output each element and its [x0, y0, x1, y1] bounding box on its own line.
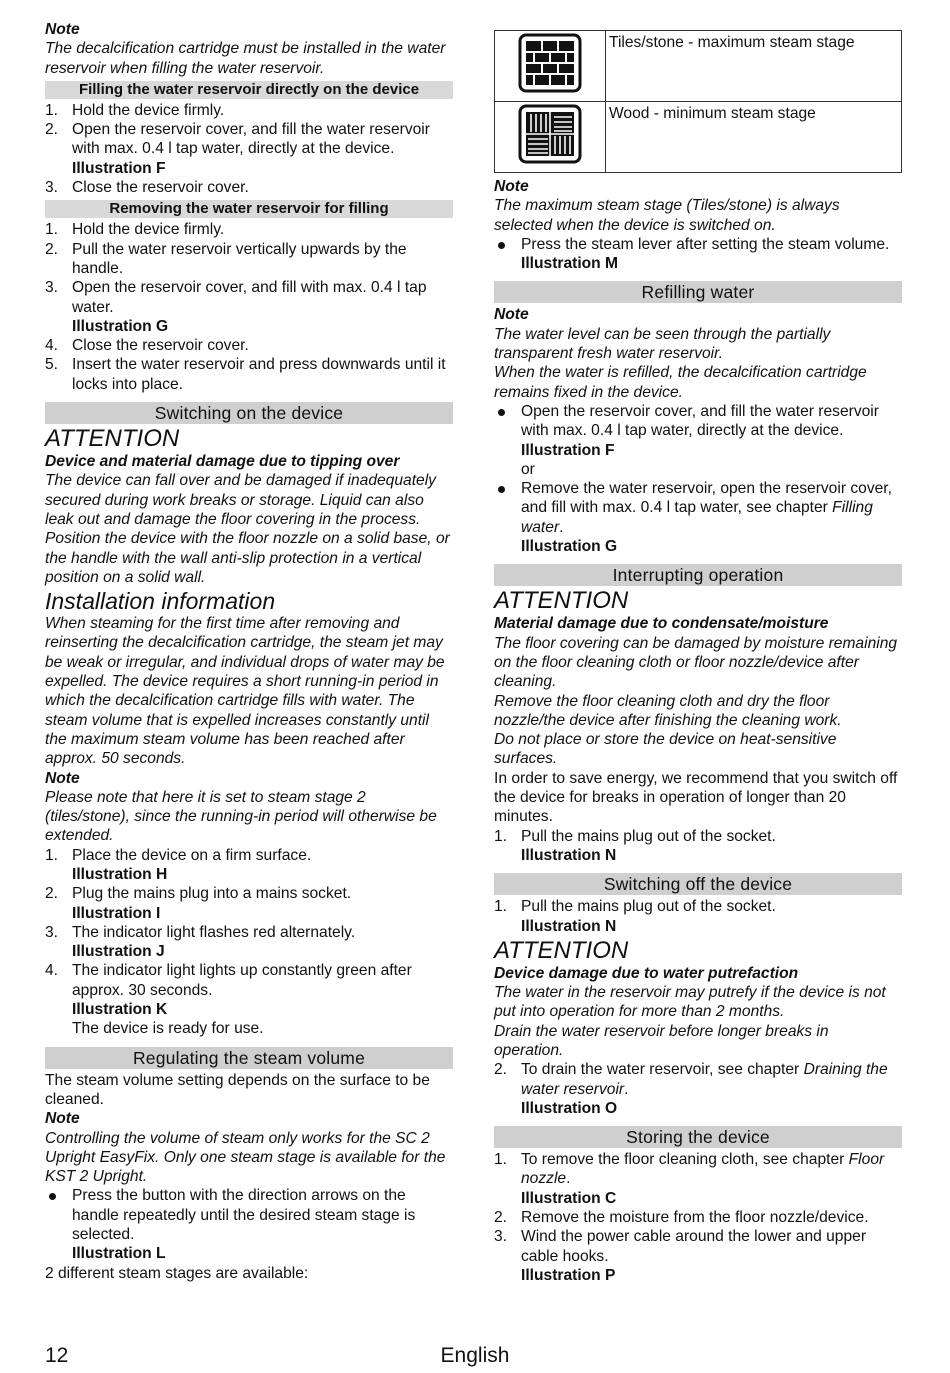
step-number: 3.	[45, 923, 59, 941]
step-text: Plug the mains plug into a mains socket.	[72, 885, 352, 903]
note-text: Controlling the volume of steam only works for the SC 2 Upright EasyFix. Only one steam stage is available for the KST 2 Upright.	[45, 1129, 446, 1186]
step-number: 2.	[45, 121, 59, 139]
step-number: 4.	[45, 337, 59, 355]
step-number: 4.	[45, 962, 59, 980]
list-item	[45, 336, 453, 355]
step-text: Close the reservoir cover.	[72, 179, 249, 197]
punctuation: .	[624, 1080, 629, 1098]
list-item	[45, 923, 453, 962]
step-number: 3.	[494, 1228, 508, 1246]
table-row	[495, 102, 902, 173]
note-text: The decalcification cartridge must be installed in the water reservoir when filling the water reservoir.	[45, 40, 446, 77]
attention-title: Device damage due to water putrefaction	[494, 964, 799, 982]
list-item	[494, 897, 902, 936]
step-text: Place the device on a firm surface.	[72, 846, 312, 864]
step-text: Hold the device firmly.	[72, 101, 225, 119]
bullet-item	[494, 479, 902, 556]
attention-heading: ATTENTION	[494, 587, 629, 615]
attention-text: Drain the water reservoir before longer breaks in operation.	[494, 1022, 829, 1059]
step-text: The indicator light flashes red alternately.	[72, 923, 356, 941]
attention-title: Material damage due to condensate/moisture	[494, 615, 829, 633]
illustration-ref: Illustration F	[72, 159, 166, 177]
bullet-text: Press the button with the direction arrows on the handle repeatedly until the desired steam stage is selected.	[72, 1187, 416, 1244]
step-number: 2.	[494, 1209, 508, 1227]
chapter-reference[interactable]: Floor nozzle	[521, 1151, 885, 1188]
step-text: Insert the water reservoir and press downwards until it locks into place.	[72, 356, 446, 393]
fill-direct-steps	[45, 101, 453, 197]
chapter-reference[interactable]: Filling water	[521, 499, 873, 536]
step-text: Hold the device firmly.	[72, 221, 225, 239]
note-text: The maximum steam stage (Tiles/stone) is always selected when the device is switched on.	[494, 197, 840, 234]
illustration-ref: Illustration H	[72, 865, 168, 883]
attention-text: The water in the reservoir may putrefy if the device is not put into operation for more than 2 months.	[494, 984, 886, 1021]
illustration-ref: Illustration G	[521, 538, 618, 556]
table-cell-icon	[495, 31, 606, 102]
ready-text: The device is ready for use.	[72, 1020, 264, 1038]
list-item	[494, 1208, 902, 1227]
remove-steps	[45, 220, 453, 394]
step-text-main: To remove the floor cleaning cloth, see chapter	[521, 1151, 849, 1169]
list-item	[45, 846, 453, 885]
step-number: 1.	[45, 101, 59, 119]
attention-text: The device can fall over and be damaged if inadequately secured during work breaks or storage. Liquid can also leak out and damage the floor covering in the process.	[45, 472, 436, 528]
illustration-ref: Illustration G	[72, 317, 169, 335]
list-item	[494, 1150, 902, 1208]
step-text: Pull the water reservoir vertically upwards by the handle.	[72, 240, 407, 277]
regulate-text: The steam volume setting depends on the surface to be cleaned.	[45, 1071, 430, 1108]
illustration-ref: Illustration J	[72, 943, 165, 961]
step-number: 3.	[45, 279, 59, 297]
step-text: Open the reservoir cover, and fill the water reservoir with max. 0.4 l tap water, directly at the device.	[72, 121, 430, 158]
illustration-ref: Illustration M	[521, 255, 619, 273]
illustration-ref: Illustration O	[521, 1099, 618, 1117]
step-text	[521, 1060, 902, 1099]
installation-heading: Installation information	[45, 588, 276, 615]
list-item	[45, 101, 453, 120]
section-heading-switch-off: Switching off the device	[494, 873, 902, 895]
table-cell-label: Tiles/stone - maximum steam stage	[606, 31, 902, 102]
footer-language: English	[440, 1344, 510, 1367]
installation-text: When steaming for the first time after removing and reinserting the decalcification cartridge, the steam jet may be weak or irregular, and individual drops of water may be expelled. The device requires a short running-in period in which the decalcification cartridge fills with water. The steam volume that is expelled increases constantly until the maximum steam volume has been reached after approx. 50 seconds.	[45, 615, 445, 768]
list-item	[45, 884, 453, 923]
energy-text: In order to save energy, we recommend that you switch off the device for breaks in operation of longer than 20 minutes.	[494, 769, 898, 826]
list-item	[45, 220, 453, 239]
step-text: Wind the power cable around the lower and upper cable hooks.	[521, 1228, 867, 1265]
illustration-ref: Illustration P	[521, 1266, 616, 1284]
list-item	[45, 178, 453, 197]
bullet-text: Open the reservoir cover, and fill the water reservoir with max. 0.4 l tap water, directly at the device.	[521, 402, 879, 440]
note-text: When the water is refilled, the decalcification cartridge remains fixed in the device.	[494, 364, 867, 401]
step-number: 3.	[45, 179, 59, 197]
illustration-ref: Illustration L	[72, 1245, 166, 1263]
step-text: Remove the moisture from the floor nozzle/device.	[521, 1209, 869, 1227]
step-number: 1.	[45, 221, 59, 239]
list-item	[494, 827, 902, 866]
note-label: Note	[45, 21, 80, 38]
section-heading-interrupt: Interrupting operation	[494, 564, 902, 586]
illustration-ref: Illustration I	[72, 904, 161, 922]
illustration-ref: Illustration F	[521, 441, 615, 459]
step-number: 2.	[45, 885, 59, 903]
section-heading-switch-on: Switching on the device	[45, 402, 453, 424]
step-number: 1.	[494, 1151, 508, 1169]
note-text: Please note that here it is set to steam stage 2 (tiles/stone), since the running-in period will otherwise be extended.	[45, 788, 437, 845]
bullet-item	[45, 1186, 453, 1263]
table-cell-icon	[495, 102, 606, 173]
bullet-text	[521, 479, 902, 537]
bullet-text-main: Remove the water reservoir, open the reservoir cover, and fill with max. 0.4 l tap water, see chapter	[521, 480, 892, 517]
step-text: Close the reservoir cover.	[72, 337, 249, 355]
list-item	[45, 961, 453, 1019]
chapter-reference[interactable]: Draining the water reservoir	[521, 1061, 888, 1098]
step-text: Pull the mains plug out of the socket.	[521, 898, 776, 916]
list-item	[494, 1060, 902, 1118]
subheading-fill-direct: Filling the water reservoir directly on the device	[45, 81, 453, 99]
attention-text: Position the device with the floor nozzle on a solid base, or the handle with the wall anti-slip protection in a vertical position on a solid wall.	[45, 530, 450, 586]
attention-title: Device and material damage due to tipping over	[45, 453, 400, 471]
attention-heading: ATTENTION	[494, 936, 629, 964]
left-column	[45, 20, 453, 1283]
attention-text: Remove the floor cleaning cloth and dry the floor nozzle/the device after finishing the cleaning work.	[494, 692, 842, 729]
bullet-item	[494, 235, 902, 274]
step-text: Open the reservoir cover, and fill with max. 0.4 l tap water.	[72, 279, 427, 316]
right-column	[494, 20, 902, 1285]
page-number: 12	[45, 1344, 69, 1367]
bullet-text: Press the steam lever after setting the steam volume.	[521, 235, 890, 253]
note-label: Note	[494, 178, 529, 195]
step-number: 1.	[494, 827, 508, 845]
list-item	[45, 278, 453, 336]
section-heading-store: Storing the device	[494, 1126, 902, 1148]
illustration-ref: Illustration N	[521, 917, 617, 935]
step-text: The indicator light lights up constantly green after approx. 30 seconds.	[72, 962, 412, 999]
punctuation: .	[559, 518, 564, 536]
table-row	[495, 31, 902, 102]
step-text-main: To drain the water reservoir, see chapter	[521, 1061, 804, 1079]
switch-on-steps	[45, 846, 453, 1020]
step-number: 2.	[494, 1061, 508, 1079]
list-item	[45, 120, 453, 178]
illustration-ref: Illustration K	[72, 1001, 168, 1019]
section-heading-refill: Refilling water	[494, 281, 902, 303]
step-number: 1.	[45, 846, 59, 864]
step-text: Pull the mains plug out of the socket.	[521, 827, 776, 845]
note-label: Note	[494, 306, 529, 324]
note-text: The water level can be seen through the partially transparent fresh water reservoir.	[494, 325, 831, 363]
subheading-remove-reservoir: Removing the water reservoir for filling	[45, 200, 453, 218]
step-number: 2.	[45, 240, 59, 258]
attention-heading: ATTENTION	[45, 425, 180, 453]
step-number: 5.	[45, 356, 59, 374]
or-text: or	[521, 460, 535, 478]
attention-text: Do not place or store the device on heat-sensitive surfaces.	[494, 731, 837, 768]
store-steps	[494, 1208, 902, 1285]
tiles-icon	[518, 33, 582, 93]
bullet-item	[494, 402, 902, 479]
list-item	[45, 355, 453, 394]
section-heading-regulate: Regulating the steam volume	[45, 1047, 453, 1069]
wood-icon	[518, 104, 582, 164]
note-label: Note	[45, 769, 80, 787]
punctuation: .	[566, 1170, 571, 1188]
table-cell-label: Wood - minimum steam stage	[606, 102, 902, 173]
list-item	[494, 1227, 902, 1285]
step-text	[521, 1150, 902, 1189]
stages-text: 2 different steam stages are available:	[45, 1264, 309, 1282]
steam-stage-table	[494, 30, 902, 173]
step-number: 1.	[494, 898, 508, 916]
attention-text: The floor covering can be damaged by moisture remaining on the floor cleaning cloth or floor nozzle/device after cleaning.	[494, 634, 898, 691]
illustration-ref: Illustration C	[521, 1189, 617, 1207]
note-label: Note	[45, 1110, 80, 1128]
list-item	[45, 240, 453, 279]
illustration-ref: Illustration N	[521, 846, 617, 864]
